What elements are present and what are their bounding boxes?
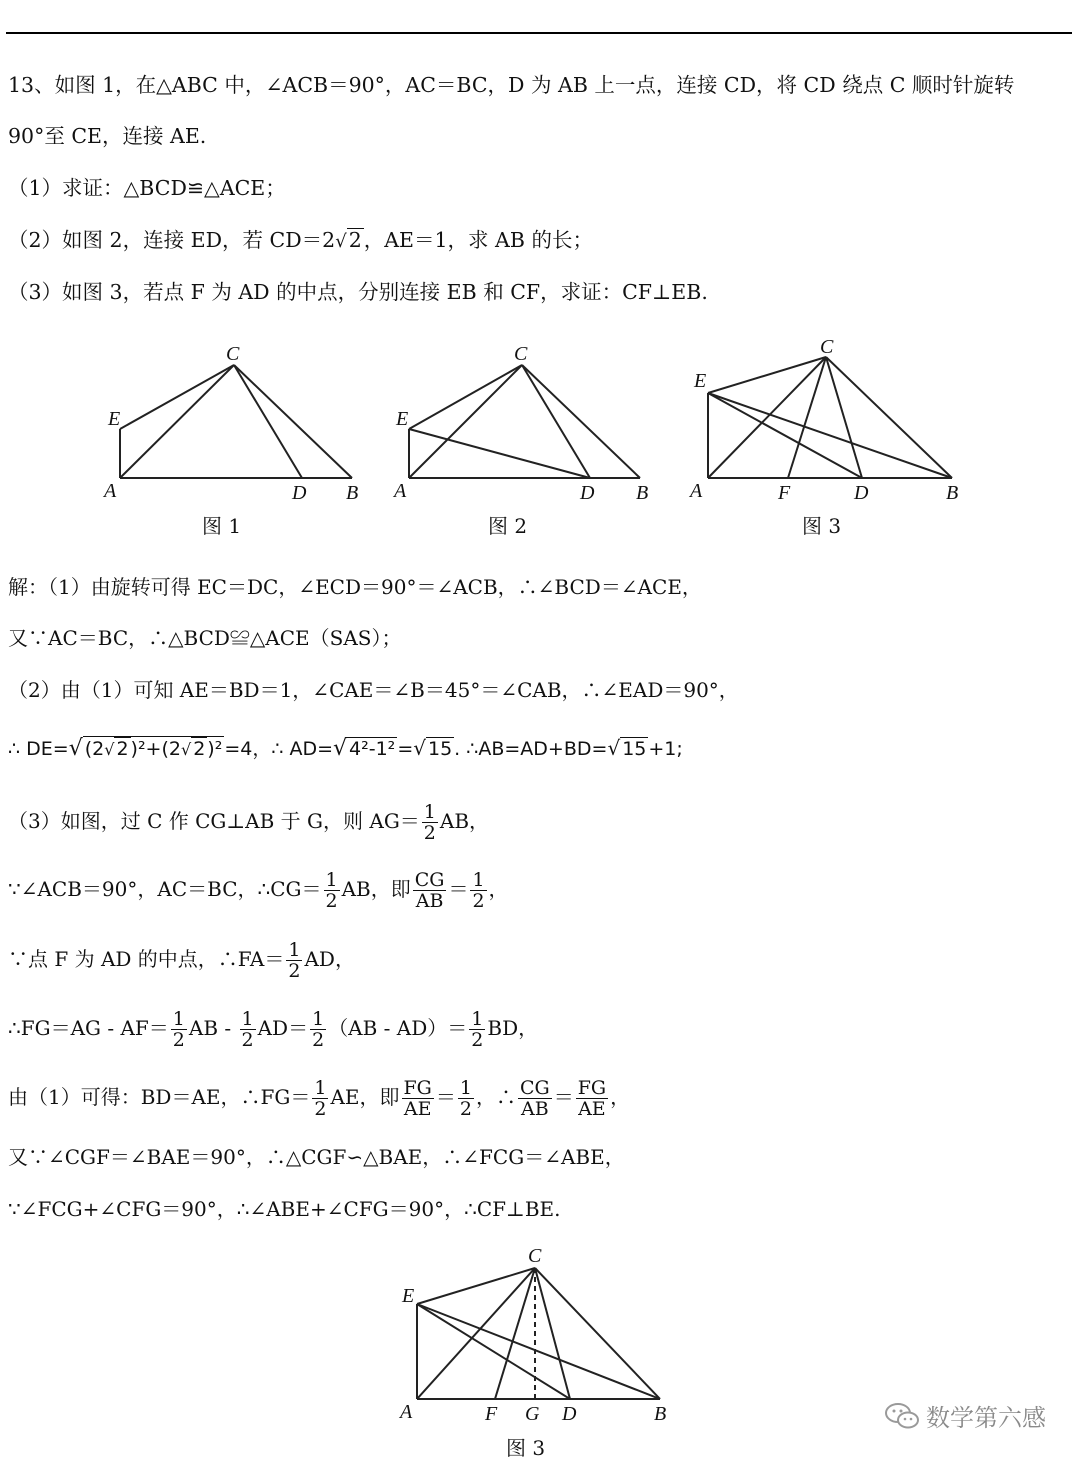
caption-figure-2: 图 2 — [488, 514, 528, 538]
watermark: 数学第六感 — [884, 1398, 1046, 1437]
solution-line-3: （2）由（1）可知 AE＝BD＝1，∠CAE＝∠B＝45°＝∠CAB，∴∠EAD＝90°， — [8, 678, 739, 702]
svg-text:A: A — [690, 480, 703, 502]
svg-text:B: B — [636, 482, 649, 504]
question-3: （3）如图 3，若点 F 为 AD 的中点，分别连接 EB 和 CF，求证：CF⊥EB. — [8, 280, 708, 304]
solution-line-8: ∴FG＝AG - AF＝ $\frac{1}{2}$ AB - $\frac{1}{2}$ AD＝ $\frac{1}{2}$ （AB - AD）＝ $\frac{1}{2}$ BD， — [8, 1008, 539, 1051]
svg-text:F: F — [485, 1403, 498, 1425]
question-2: （2）如图 2，连接 ED，若 CD＝2√2，AE＝1，求 AB 的长； — [8, 228, 593, 252]
question-1: （1）求证：△BCD≌△ACE； — [8, 176, 286, 200]
svg-text:C: C — [820, 336, 834, 358]
problem-line-1: 13、如图 1，在△ABC 中，∠ACB＝90°，AC＝BC，D 为 AB 上一点，连接 CD，将 CD 绕点 C 顺时针旋转 — [8, 73, 1015, 97]
solution-line-4: ∴ DE=√ (2√ 2 )²+(2√ 2 )² =4，∴ AD=√ 4²-1² =√ 15 . ∴AB=AD+BD=√ 15 +1; — [8, 736, 683, 761]
svg-text:A: A — [104, 480, 117, 502]
solution-line-5: （3）如图，过 C 作 CG⊥AB 于 G，则 AG＝ $\frac{1}{2}$ AB， — [8, 801, 490, 844]
svg-text:G: G — [525, 1403, 540, 1425]
svg-text:F: F — [778, 482, 791, 504]
svg-text:B: B — [946, 482, 959, 504]
svg-text:C: C — [514, 343, 528, 365]
wechat-icon — [884, 1401, 920, 1437]
solution-line-10: 又∵∠CGF＝∠BAE＝90°，∴△CGF∽△BAE，∴∠FCG＝∠ABE， — [8, 1145, 625, 1169]
svg-text:B: B — [346, 482, 359, 504]
caption-figure-1: 图 1 — [202, 514, 242, 538]
solution-line-2: 又∵AC＝BC，∴△BCD≌△ACE（SAS）； — [8, 626, 402, 650]
figure-2 — [392, 343, 648, 504]
figures-1-3 — [0, 335, 1080, 540]
solution-line-1: 解：（1）由旋转可得 EC＝DC，∠ECD＝90°＝∠ACB，∴∠BCD＝∠ACE， — [8, 575, 702, 599]
figure-3-solution — [380, 1240, 700, 1430]
top-rule — [6, 32, 1072, 34]
svg-text:D: D — [854, 482, 869, 504]
figure-1 — [102, 343, 358, 504]
solution-line-6: ∵∠ACB＝90°，AC＝BC，∴CG＝ $\frac{1}{2}$ AB，即 $\frac{CG}{AB}$ ＝ $\frac{1}{2}$ ， — [8, 869, 509, 912]
figure-3 — [688, 336, 958, 504]
svg-text:B: B — [654, 1403, 667, 1425]
problem-line-2: 90°至 CE，连接 AE. — [8, 124, 207, 148]
svg-text:C: C — [226, 343, 240, 365]
svg-text:A: A — [400, 1401, 413, 1423]
solution-line-11: ∵∠FCG+∠CFG＝90°，∴∠ABE+∠CFG＝90°，∴CF⊥BE. — [8, 1197, 561, 1221]
solution-line-9: 由（1）可得：BD＝AE，∴FG＝ $\frac{1}{2}$ AE，即 $\frac{FG}{AE}$ ＝ $\frac{1}{2}$ ，∴ $\frac{CG}{AB}$ ＝ $\frac{FG}{AE}$ ， — [8, 1077, 631, 1120]
svg-text:C: C — [528, 1245, 542, 1267]
solution-line-7: ∵点 F 为 AD 的中点，∴FA＝ $\frac{1}{2}$ AD， — [8, 939, 355, 982]
svg-text:A: A — [394, 480, 407, 502]
svg-text:D: D — [580, 482, 595, 504]
svg-text:E: E — [396, 408, 409, 430]
svg-text:E: E — [108, 408, 121, 430]
caption-figure-3: 图 3 — [802, 514, 842, 538]
svg-text:D: D — [562, 1403, 577, 1425]
caption-figure-3-solution: 图 3 — [506, 1436, 546, 1460]
svg-text:E: E — [694, 370, 707, 392]
svg-text:D: D — [292, 482, 307, 504]
svg-text:E: E — [402, 1285, 415, 1307]
